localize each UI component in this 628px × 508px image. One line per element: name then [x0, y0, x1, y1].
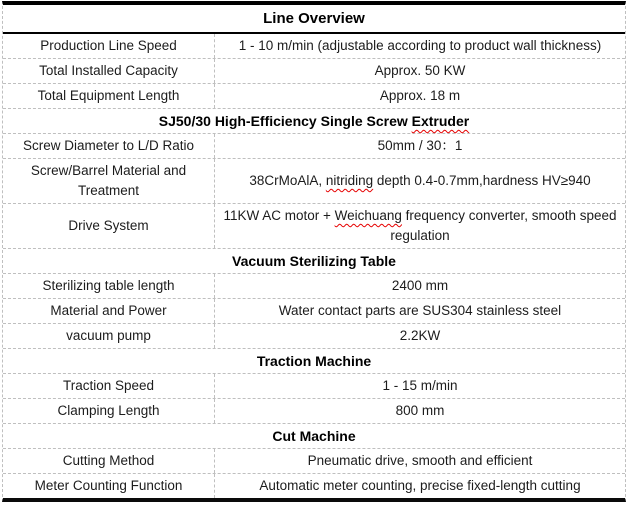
row-value-cell — [215, 134, 625, 158]
row-label-cell — [3, 374, 215, 398]
row-label-cell — [3, 84, 215, 108]
spec-row-cutting-method — [3, 448, 625, 473]
row-label-cell — [3, 324, 215, 348]
row-label: Screw Diameter to L/D Ratio — [22, 138, 195, 153]
spec-row-clamping-length — [3, 398, 625, 423]
spec-row-screw-barrel-material-and-treatment — [3, 158, 625, 203]
section-header-label: Vacuum Sterilizing Table — [232, 253, 396, 269]
row-value: 38CrMoAlA, nitriding depth 0.4-0.7mm,hardness HV≥940 — [249, 173, 591, 188]
spec-row-sterilizing-table-length — [3, 273, 625, 298]
row-label: Meter Counting Function — [34, 478, 183, 493]
row-value: 800 mm — [395, 403, 445, 418]
spec-row-production-line-speed — [3, 34, 625, 58]
section-header-sj50-30-high-efficiency-single-screw-extruder — [3, 108, 625, 133]
row-label-cell — [3, 474, 215, 498]
row-label: Traction Speed — [62, 378, 155, 393]
section-header-vacuum-sterilizing-table — [3, 248, 625, 273]
row-value: Water contact parts are SUS304 stainless steel — [278, 303, 562, 318]
section-header-label: SJ50/30 High-Efficiency Single Screw Extruder — [158, 113, 470, 129]
row-label: Drive System — [68, 218, 149, 233]
row-label-cell — [3, 159, 215, 203]
spec-row-material-and-power — [3, 298, 625, 323]
spec-row-traction-speed — [3, 373, 625, 398]
spec-row-vacuum-pump — [3, 323, 625, 348]
row-label: Screw/Barrel Material and Treatment — [30, 163, 187, 198]
row-label: Clamping Length — [57, 403, 160, 418]
row-value-cell — [215, 449, 625, 473]
row-value: 1 - 10 m/min (adjustable according to product wall thickness) — [238, 38, 602, 53]
row-label-cell — [3, 299, 215, 323]
section-header-traction-machine — [3, 348, 625, 373]
section-header-line-overview — [3, 5, 625, 34]
row-label-cell — [3, 399, 215, 423]
row-label: Cutting Method — [62, 453, 155, 468]
row-value: 50mm / 30：1 — [377, 138, 463, 153]
section-header-label: Cut Machine — [272, 428, 356, 444]
section-header-label: Traction Machine — [256, 353, 372, 369]
row-label: Total Equipment Length — [37, 88, 180, 103]
row-value-cell — [215, 474, 625, 498]
row-value-cell — [215, 204, 625, 248]
row-value: 2400 mm — [391, 278, 449, 293]
row-value: 11KW AC motor + Weichuang frequency converter, smooth speed regulation — [223, 208, 617, 243]
row-label: Material and Power — [50, 303, 167, 318]
row-value-cell — [215, 84, 625, 108]
spec-row-screw-diameter-to-l-d-ratio — [3, 133, 625, 158]
row-label-cell — [3, 34, 215, 58]
misspelled-word: Extruder — [411, 113, 470, 129]
row-label-cell — [3, 274, 215, 298]
spec-row-total-equipment-length — [3, 83, 625, 108]
row-value: Pneumatic drive, smooth and efficient — [307, 453, 533, 468]
row-label-cell — [3, 449, 215, 473]
row-label-cell — [3, 134, 215, 158]
misspelled-word: nitriding — [325, 173, 374, 188]
spec-row-total-installed-capacity — [3, 58, 625, 83]
row-value: 1 - 15 m/min — [382, 378, 458, 393]
section-header-label: Line Overview — [263, 9, 365, 27]
row-value-cell — [215, 374, 625, 398]
row-label-cell — [3, 59, 215, 83]
row-label: vacuum pump — [66, 328, 151, 343]
specification-table — [2, 1, 626, 502]
row-value-cell — [215, 34, 625, 58]
row-value: 2.2KW — [399, 328, 441, 343]
spec-row-drive-system — [3, 203, 625, 248]
spec-row-meter-counting-function — [3, 473, 625, 498]
row-value-cell — [215, 324, 625, 348]
row-label: Total Installed Capacity — [39, 63, 178, 78]
row-value: Approx. 50 KW — [374, 63, 466, 78]
row-label-cell — [3, 204, 215, 248]
misspelled-word: Weichuang — [334, 208, 402, 223]
row-label: Production Line Speed — [40, 38, 177, 53]
row-value-cell — [215, 274, 625, 298]
row-value-cell — [215, 59, 625, 83]
row-value: Automatic meter counting, precise fixed-length cutting — [259, 478, 581, 493]
section-header-cut-machine — [3, 423, 625, 448]
row-value-cell — [215, 159, 625, 203]
row-label: Sterilizing table length — [42, 278, 175, 293]
row-value-cell — [215, 299, 625, 323]
row-value-cell — [215, 399, 625, 423]
row-value: Approx. 18 m — [379, 88, 461, 103]
